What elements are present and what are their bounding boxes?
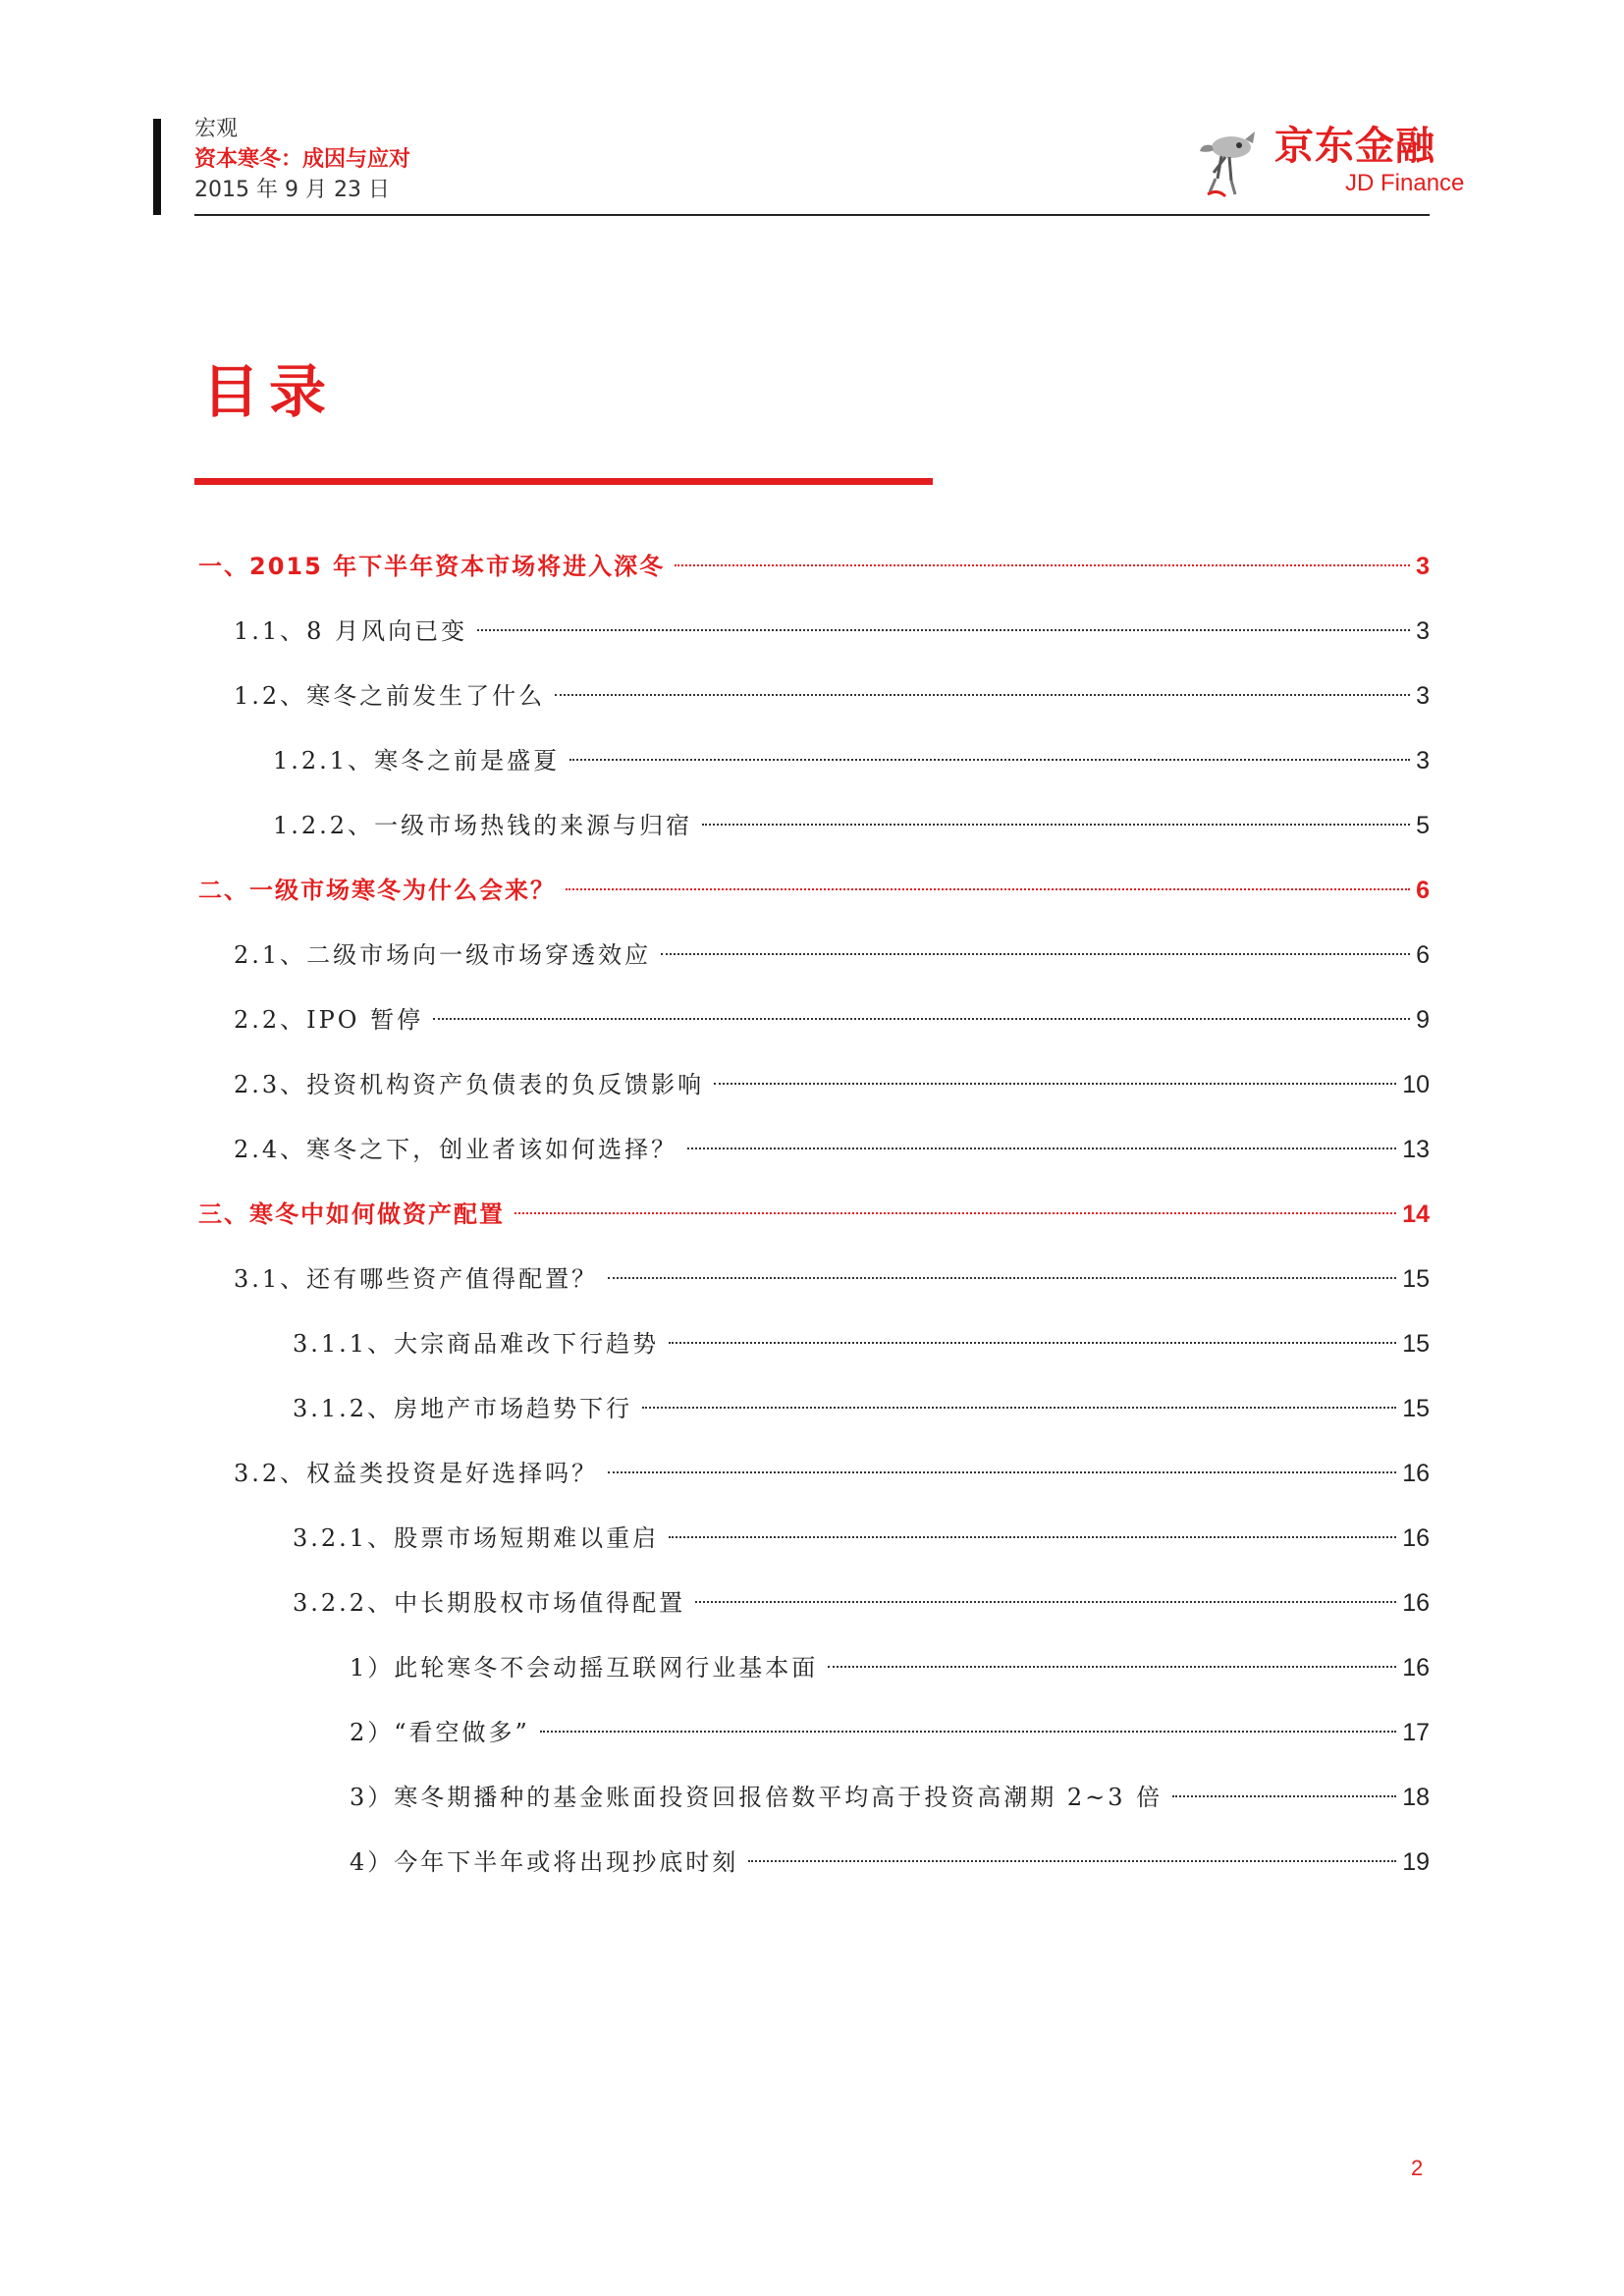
toc-entry-item-3[interactable] <box>350 1778 1430 1817</box>
toc-heading: 目录 <box>202 358 337 425</box>
toc-entry-page: 5 <box>1416 812 1430 839</box>
toc-entry-page: 3 <box>1416 553 1430 580</box>
toc-entry-page: 6 <box>1416 941 1430 969</box>
toc-entry-section-1[interactable] <box>198 547 1430 586</box>
report-header <box>194 114 410 205</box>
toc-entry-title: 1.2.1、寒冬之前是盛夏 <box>273 747 561 774</box>
toc-leader-dots <box>1172 1795 1396 1797</box>
toc-leader-dots <box>608 1277 1396 1279</box>
toc-entry-title: 1）此轮寒冬不会动摇互联网行业基本面 <box>350 1654 819 1682</box>
toc-entry-title: 2.4、寒冬之下，创业者该如何选择？ <box>234 1136 678 1163</box>
toc-entry-3-2-1[interactable] <box>293 1519 1430 1558</box>
toc-entry-2-2[interactable] <box>234 1000 1430 1040</box>
toc-entry-page: 3 <box>1416 747 1430 774</box>
toc-entry-page: 15 <box>1402 1265 1430 1293</box>
toc-entry-title: 2.2、IPO 暂停 <box>234 1006 424 1034</box>
toc-entry-title: 1.2、寒冬之前发生了什么 <box>234 682 546 710</box>
toc-leader-dots <box>514 1212 1396 1214</box>
toc-leader-dots <box>669 1536 1396 1538</box>
toc-leader-dots <box>669 1342 1396 1344</box>
toc-entry-title: 4）今年下半年或将出现抄底时刻 <box>350 1848 739 1876</box>
toc-leader-dots <box>661 953 1410 955</box>
toc-entry-item-1[interactable] <box>350 1648 1430 1687</box>
toc-entry-title: 二、一级市场寒冬为什么会来？ <box>198 877 556 904</box>
toc-entry-1-1[interactable] <box>234 612 1430 651</box>
toc-entry-page: 18 <box>1402 1784 1430 1811</box>
toc-entry-3-2-2[interactable] <box>293 1583 1430 1623</box>
toc-leader-dots <box>828 1666 1396 1668</box>
toc-entry-item-2[interactable] <box>350 1713 1430 1752</box>
toc-entry-title: 3.2、权益类投资是好选择吗？ <box>234 1460 599 1487</box>
toc-entry-section-2[interactable] <box>198 871 1430 910</box>
toc-heading-rule <box>194 478 933 485</box>
toc-leader-dots <box>555 694 1410 696</box>
toc-entry-page: 13 <box>1402 1136 1430 1163</box>
toc-entry-page: 9 <box>1416 1006 1430 1034</box>
page-number: 2 <box>1411 2156 1424 2180</box>
toc-leader-dots <box>642 1407 1396 1409</box>
toc-leader-dots <box>540 1731 1396 1733</box>
toc-entry-page: 15 <box>1402 1330 1430 1358</box>
toc-leader-dots <box>608 1471 1396 1473</box>
toc-leader-dots <box>687 1148 1396 1149</box>
toc-entry-title: 1.1、8 月风向已变 <box>234 617 468 645</box>
toc-leader-dots <box>675 564 1410 566</box>
toc-entry-2-4[interactable] <box>234 1130 1430 1169</box>
toc-entry-page: 3 <box>1416 617 1430 645</box>
toc-entry-page: 16 <box>1402 1524 1430 1552</box>
toc-leader-dots <box>433 1018 1410 1020</box>
jd-finance-logo <box>1196 124 1465 200</box>
toc-leader-dots <box>477 629 1410 631</box>
toc-leader-dots <box>702 824 1410 826</box>
toc-leader-dots <box>748 1860 1396 1862</box>
toc-leader-dots <box>695 1601 1396 1603</box>
toc-entry-page: 16 <box>1402 1589 1430 1617</box>
toc-entry-title: 2）“看空做多” <box>350 1719 530 1746</box>
header-divider <box>194 214 1430 216</box>
toc-entry-1-2-1[interactable] <box>273 741 1430 780</box>
logo-english-name: JD Finance <box>1345 170 1465 196</box>
report-category: 宏观 <box>194 117 239 141</box>
toc-entry-title: 2.1、二级市场向一级市场穿透效应 <box>234 941 652 969</box>
toc-leader-dots <box>714 1083 1396 1085</box>
toc-entry-page: 19 <box>1402 1848 1430 1876</box>
toc-entry-page: 3 <box>1416 682 1430 710</box>
toc-leader-dots <box>566 888 1410 890</box>
header-bar <box>153 119 161 215</box>
toc-entry-title: 3.2.2、中长期股权市场值得配置 <box>293 1589 686 1617</box>
toc-leader-dots <box>569 759 1410 761</box>
toc-entry-3-1-2[interactable] <box>293 1389 1430 1428</box>
toc-entry-title: 3）寒冬期播种的基金账面投资回报倍数平均高于投资高潮期 2~3 倍 <box>350 1784 1164 1811</box>
logo-chinese-name: 京东金融 <box>1274 124 1435 169</box>
toc-entry-title: 1.2.2、一级市场热钱的来源与归宿 <box>273 812 693 839</box>
toc-entry-page: 6 <box>1416 877 1430 904</box>
toc-entry-page: 10 <box>1402 1071 1430 1098</box>
toc-entry-title: 3.1.2、房地产市场趋势下行 <box>293 1395 633 1422</box>
report-title: 资本寒冬：成因与应对 <box>194 147 411 172</box>
toc-entry-title: 3.2.1、股票市场短期难以重启 <box>293 1524 660 1552</box>
toc-entry-page: 16 <box>1402 1654 1430 1682</box>
toc-entry-page: 16 <box>1402 1460 1430 1487</box>
toc-entry-title: 2.3、投资机构资产负债表的负反馈影响 <box>234 1071 705 1098</box>
toc-entry-title: 3.1、还有哪些资产值得配置？ <box>234 1265 599 1293</box>
toc-entry-page: 14 <box>1402 1201 1430 1228</box>
toc-entry-item-4[interactable] <box>350 1842 1430 1882</box>
toc-entry-3-1[interactable] <box>234 1259 1430 1299</box>
report-date: 2015 年 9 月 23 日 <box>194 178 390 202</box>
toc-entry-1-2[interactable] <box>234 676 1430 716</box>
toc-entry-title: 三、寒冬中如何做资产配置 <box>198 1201 505 1228</box>
toc-entry-section-3[interactable] <box>198 1195 1430 1234</box>
toc-entry-page: 15 <box>1402 1395 1430 1422</box>
toc-entry-title: 3.1.1、大宗商品难改下行趋势 <box>293 1330 660 1358</box>
toc-entry-2-3[interactable] <box>234 1065 1430 1104</box>
toc-entry-2-1[interactable] <box>234 935 1430 975</box>
toc-entry-title: 一、2015 年下半年资本市场将进入深冬 <box>198 553 666 580</box>
toc-entry-1-2-2[interactable] <box>273 806 1430 845</box>
jd-dog-mascot-icon <box>1196 124 1272 200</box>
toc-entry-page: 17 <box>1402 1719 1430 1746</box>
toc-entry-3-1-1[interactable] <box>293 1324 1430 1363</box>
toc-entry-3-2[interactable] <box>234 1454 1430 1493</box>
